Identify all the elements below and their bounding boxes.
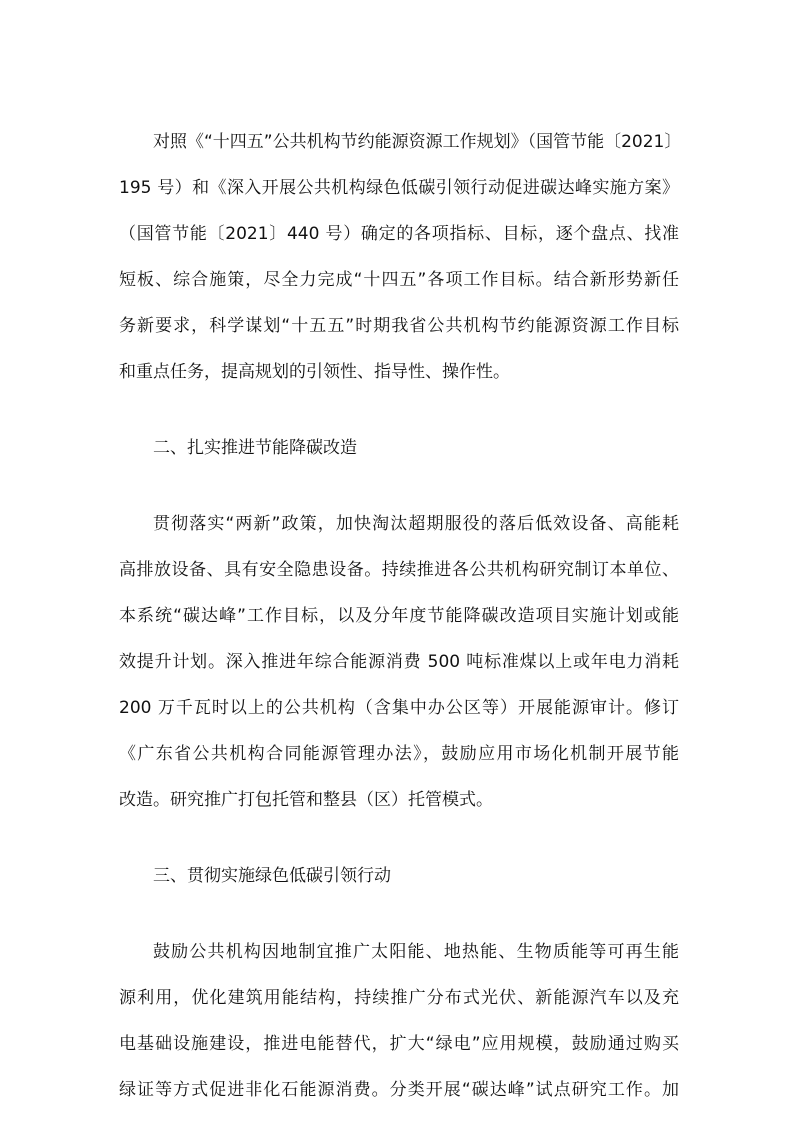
paragraph-1-line-1: 对照《“十四五”公共机构节约能源资源工作规划》（国管节能〔2021〕 (153, 132, 682, 152)
paragraph-2-line-2: 高排放设备、具有安全隐患设备。持续推进各公共机构研究制订本单位、 (119, 560, 679, 580)
paragraph-3-line-4: 绿证等方式促进非化石能源消费。分类开展“碳达峰”试点研究工作。加 (119, 1080, 679, 1100)
paragraph-2-line-6: 《广东省公共机构合同能源管理办法》，鼓励应用市场化机制开展节能 (119, 744, 679, 764)
paragraph-3-line-2: 源利用，优化建筑用能结构，持续推广分布式光伏、新能源汽车以及充 (119, 988, 679, 1008)
section-heading-2: 二、扎实推进节能降碳改造 (153, 438, 357, 458)
paragraph-3-line-3: 电基础设施建设，推进电能替代，扩大“绿电”应用规模，鼓励通过购买 (119, 1034, 679, 1054)
paragraph-2-line-3: 本系统“碳达峰”工作目标，以及分年度节能降碳改造项目实施计划或能 (119, 606, 679, 626)
paragraph-2-line-1: 贯彻落实“两新”政策，加快淘汰超期服役的落后低效设备、高能耗 (153, 514, 679, 534)
paragraph-1-line-5: 务新要求，科学谋划“十五五”时期我省公共机构节约能源资源工作目标 (119, 316, 679, 336)
paragraph-1-line-6: 和重点任务，提高规划的引领性、指导性、操作性。 (119, 362, 510, 382)
paragraph-3-line-1: 鼓励公共机构因地制宜推广太阳能、地热能、生物质能等可再生能 (153, 942, 679, 962)
paragraph-1-line-4: 短板、综合施策，尽全力完成“十四五”各项工作目标。结合新形势新任 (119, 270, 679, 290)
paragraph-2-line-7: 改造。研究推广打包托管和整县（区）托管模式。 (119, 790, 493, 810)
section-heading-3: 三、贯彻实施绿色低碳引领行动 (153, 866, 391, 886)
paragraph-2-line-5: 200 万千瓦时以上的公共机构（含集中办公区等）开展能源审计。修订 (119, 698, 679, 718)
paragraph-1-line-2: 195 号）和《深入开展公共机构绿色低碳引领行动促进碳达峰实施方案》 (119, 178, 679, 198)
paragraph-1-line-3: （国管节能〔2021〕440 号）确定的各项指标、目标，逐个盘点、找准 (119, 224, 679, 244)
paragraph-2-line-4: 效提升计划。深入推进年综合能源消费 500 吨标准煤以上或年电力消耗 (119, 652, 679, 672)
